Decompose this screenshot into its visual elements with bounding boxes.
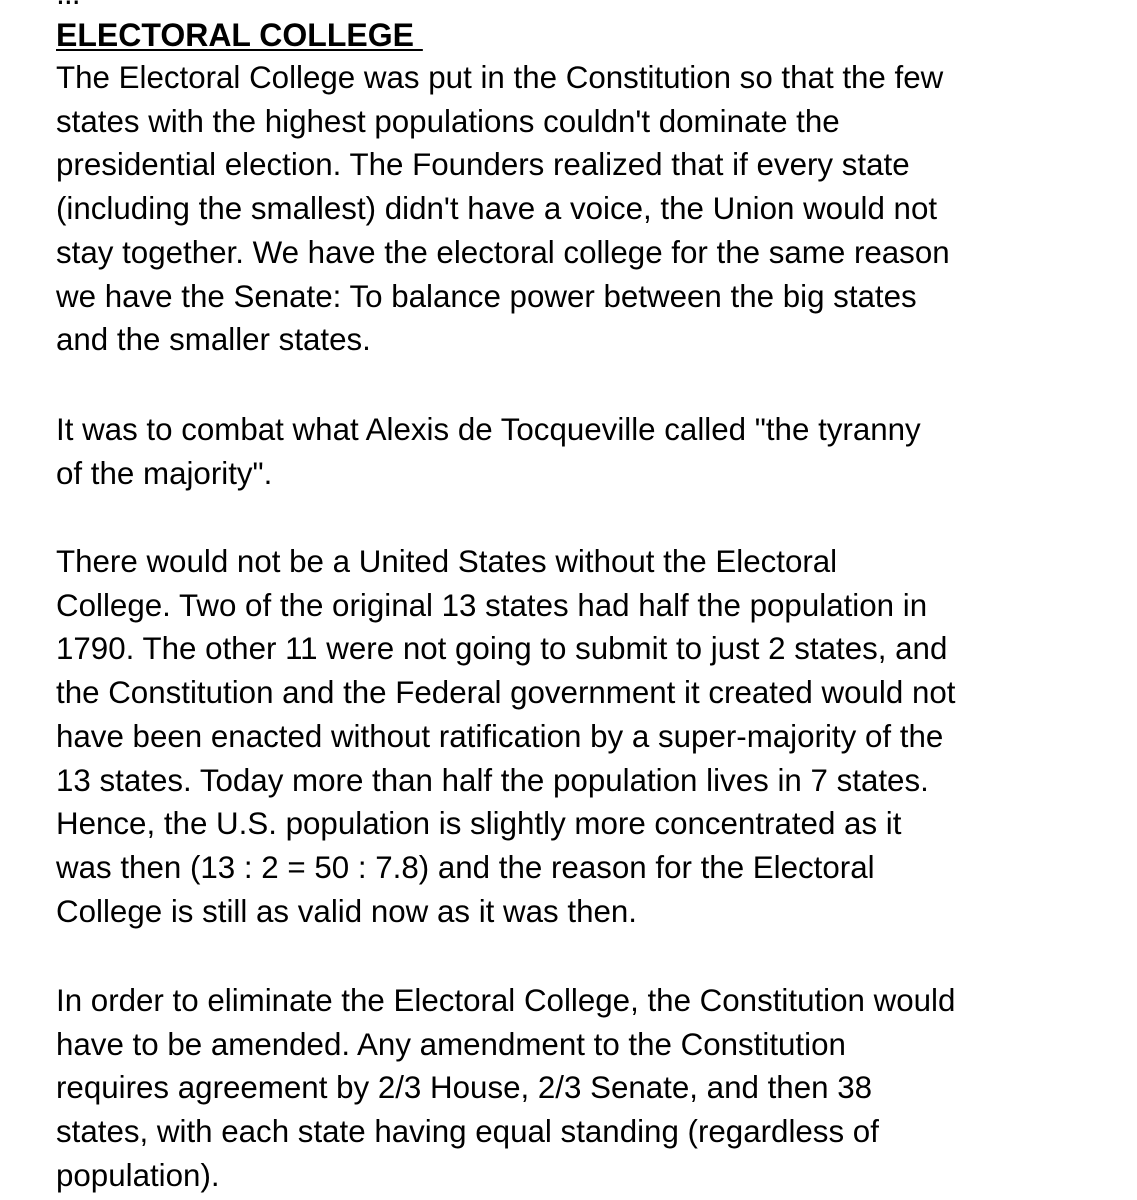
cut-off-top-line	[56, 0, 96, 6]
paragraph-purpose: The Electoral College was put in the Constitution so that the few states with the highest populations couldn't dominate the presidential election. The Founders realized that if every state (including the smallest) didn't have a voice, the Union would not stay together. We have the electoral college for the same reason we have the Senate: To balance power between the big states and the smaller states.	[56, 60, 950, 358]
paragraph-tocqueville: It was to combat what Alexis de Tocqueville called "the tyranny of the majority".	[56, 412, 921, 491]
paragraph-history: There would not be a United States without the Electoral College. Two of the original 13 states had half the population in 1790. The other 11 were not going to submit to just 2 states, and the Constitution and the Federal government it created would not have been enacted without ratification by a super-majority of the 13 states. Today more than half the population lives in 7 states. Hence, the U.S. population is slightly more concentrated as it was then (13 : 2 = 50 : 7.8) and the reason for the Electoral College is still as valid now as it was then.	[56, 544, 956, 929]
paragraph-amendment: In order to eliminate the Electoral College, the Constitution would have to be amended. Any amendment to the Constitution requires agreement by 2/3 House, 2/3 Senate, and then 38 states, with each state having equal standing (regardless of population).	[56, 983, 956, 1193]
cut-off-top-text	[56, 0, 80, 8]
document-title: ELECTORAL COLLEGE	[56, 17, 423, 53]
